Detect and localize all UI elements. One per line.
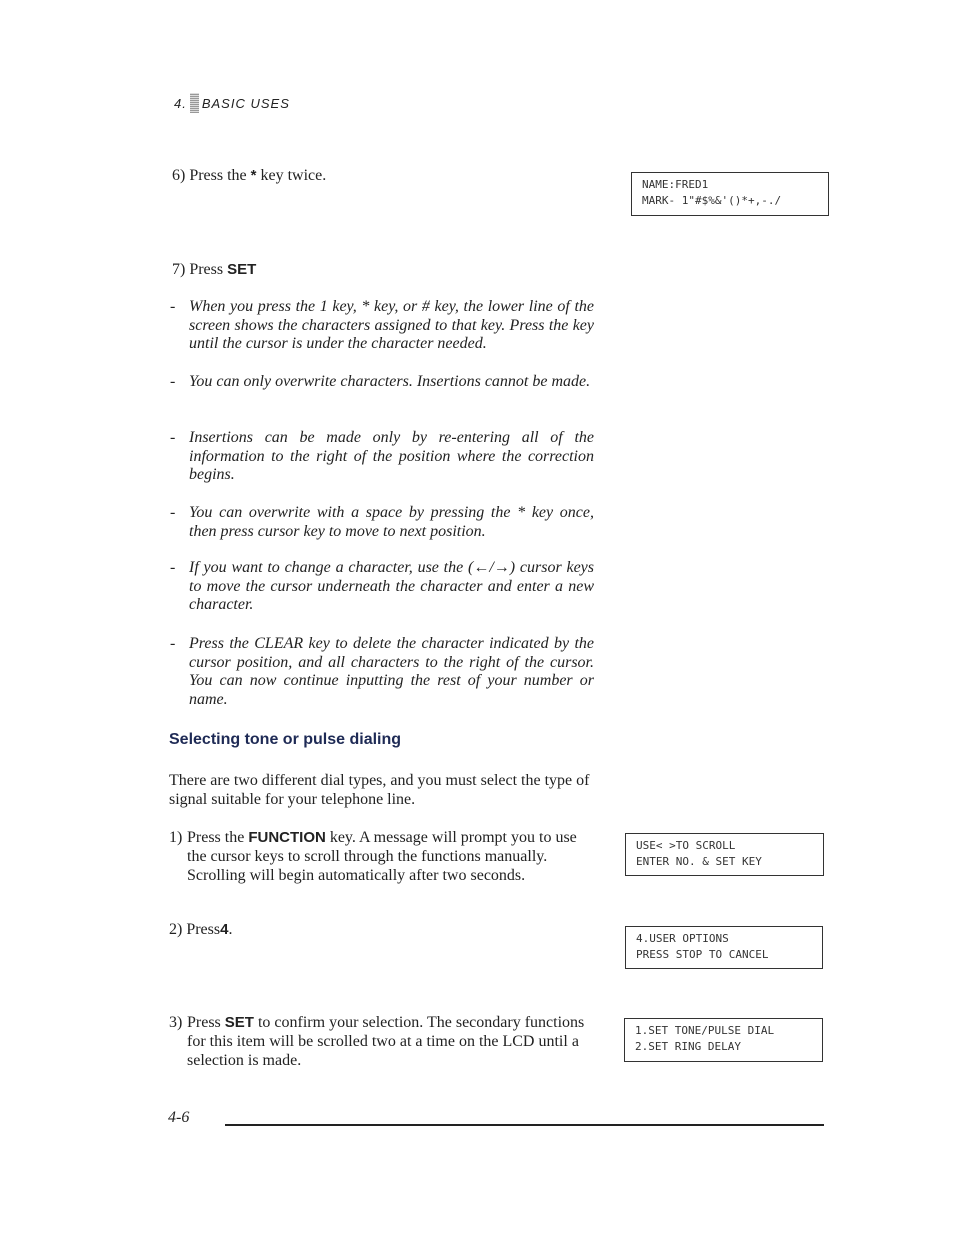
key-label: *	[250, 167, 257, 184]
note-item	[170, 504, 594, 541]
lcd-line-1: 4.USER OPTIONS	[636, 932, 729, 945]
bullet-dash: -	[170, 298, 176, 315]
note-item	[170, 635, 594, 709]
bullet-dash: -	[170, 429, 176, 446]
step-text: Press	[187, 1014, 221, 1031]
step-number: 6)	[172, 167, 186, 184]
bullet-dash: -	[170, 635, 176, 652]
note-text: You can overwrite with a space by pressing the * key once, then press cursor key to move to next position.	[189, 504, 594, 540]
step-text: key. A message will prompt you to use the cursor keys to scroll through the functions manually. Scrolling will begin automatically after two seconds.	[187, 829, 577, 884]
note-text: If you want to change a character, use the (←/→) cursor keys to move the cursor underneath the character and enter a new character.	[189, 559, 594, 613]
step-text: .	[228, 921, 233, 938]
lcd-line-2: ENTER NO. & SET KEY	[636, 855, 762, 868]
chapter-marker-icon	[190, 93, 199, 113]
step-7	[172, 260, 256, 279]
note-item	[170, 559, 594, 615]
step-3	[169, 1013, 589, 1070]
lcd-line-1: 1.SET TONE/PULSE DIAL	[635, 1024, 775, 1037]
note-text: Insertions can be made only by re-entering all of the information to the right of the position where the correction begins.	[189, 429, 594, 483]
bullet-dash: -	[170, 373, 176, 390]
step-number: 1)	[169, 829, 183, 846]
note-item	[170, 298, 594, 354]
chapter-header	[174, 93, 290, 113]
step-number: 3)	[169, 1014, 183, 1031]
chapter-title: BASIC USES	[201, 96, 290, 111]
note-item	[170, 373, 594, 392]
lcd-display-options	[625, 926, 823, 969]
note-item	[170, 429, 594, 485]
key-label: SET	[227, 261, 257, 278]
bullet-dash: -	[170, 559, 176, 576]
key-label: FUNCTION	[248, 829, 326, 846]
page-number: 4-6	[168, 1109, 190, 1126]
step-text: Press the	[189, 167, 247, 184]
section-intro: There are two different dial types, and you must select the type of signal suitable for your telephone line.	[169, 772, 590, 808]
step-text: Press the	[187, 829, 245, 846]
step-text: key twice.	[260, 167, 327, 184]
step-text: to confirm your selection. The secondary functions for this item will be scrolled two at a time on the LCD until a selection is made.	[187, 1014, 585, 1069]
note-text: You can only overwrite characters. Insertions cannot be made.	[189, 373, 591, 390]
lcd-display-name	[631, 172, 829, 216]
footer-rule	[225, 1124, 824, 1126]
step-6	[172, 166, 326, 185]
lcd-line-1: USE< >TO SCROLL	[636, 839, 736, 852]
step-1	[169, 828, 589, 885]
lcd-line-2: MARK- 1"#$%&'()*+,-./	[642, 194, 782, 207]
key-label: 4	[220, 921, 229, 938]
lcd-display-scroll	[625, 833, 824, 876]
step-body	[187, 1013, 589, 1070]
note-text: When you press the 1 key, * key, or # key, the lower line of the screen shows the characters assigned to that key. Press the key until the cursor is under the character needed.	[189, 298, 594, 352]
step-2	[169, 920, 232, 939]
note-text: Press the CLEAR key to delete the character indicated by the cursor position, and all characters to the right of the cursor. You can now continue inputting the rest of your number or name.	[189, 635, 594, 708]
step-text: Press	[189, 261, 224, 278]
lcd-line-2: 2.SET RING DELAY	[635, 1040, 741, 1053]
lcd-display-tone	[624, 1018, 823, 1062]
bullet-dash: -	[170, 504, 176, 521]
lcd-line-1: NAME:FRED1	[642, 178, 709, 191]
section-title: Selecting tone or pulse dialing	[169, 731, 402, 748]
lcd-line-2: PRESS STOP TO CANCEL	[636, 948, 769, 961]
step-number: 7)	[172, 261, 186, 278]
step-text: Press	[186, 921, 221, 938]
step-body	[187, 828, 589, 885]
chapter-number: 4.	[174, 96, 187, 111]
step-number: 2)	[169, 921, 183, 938]
key-label: SET	[224, 1014, 254, 1031]
